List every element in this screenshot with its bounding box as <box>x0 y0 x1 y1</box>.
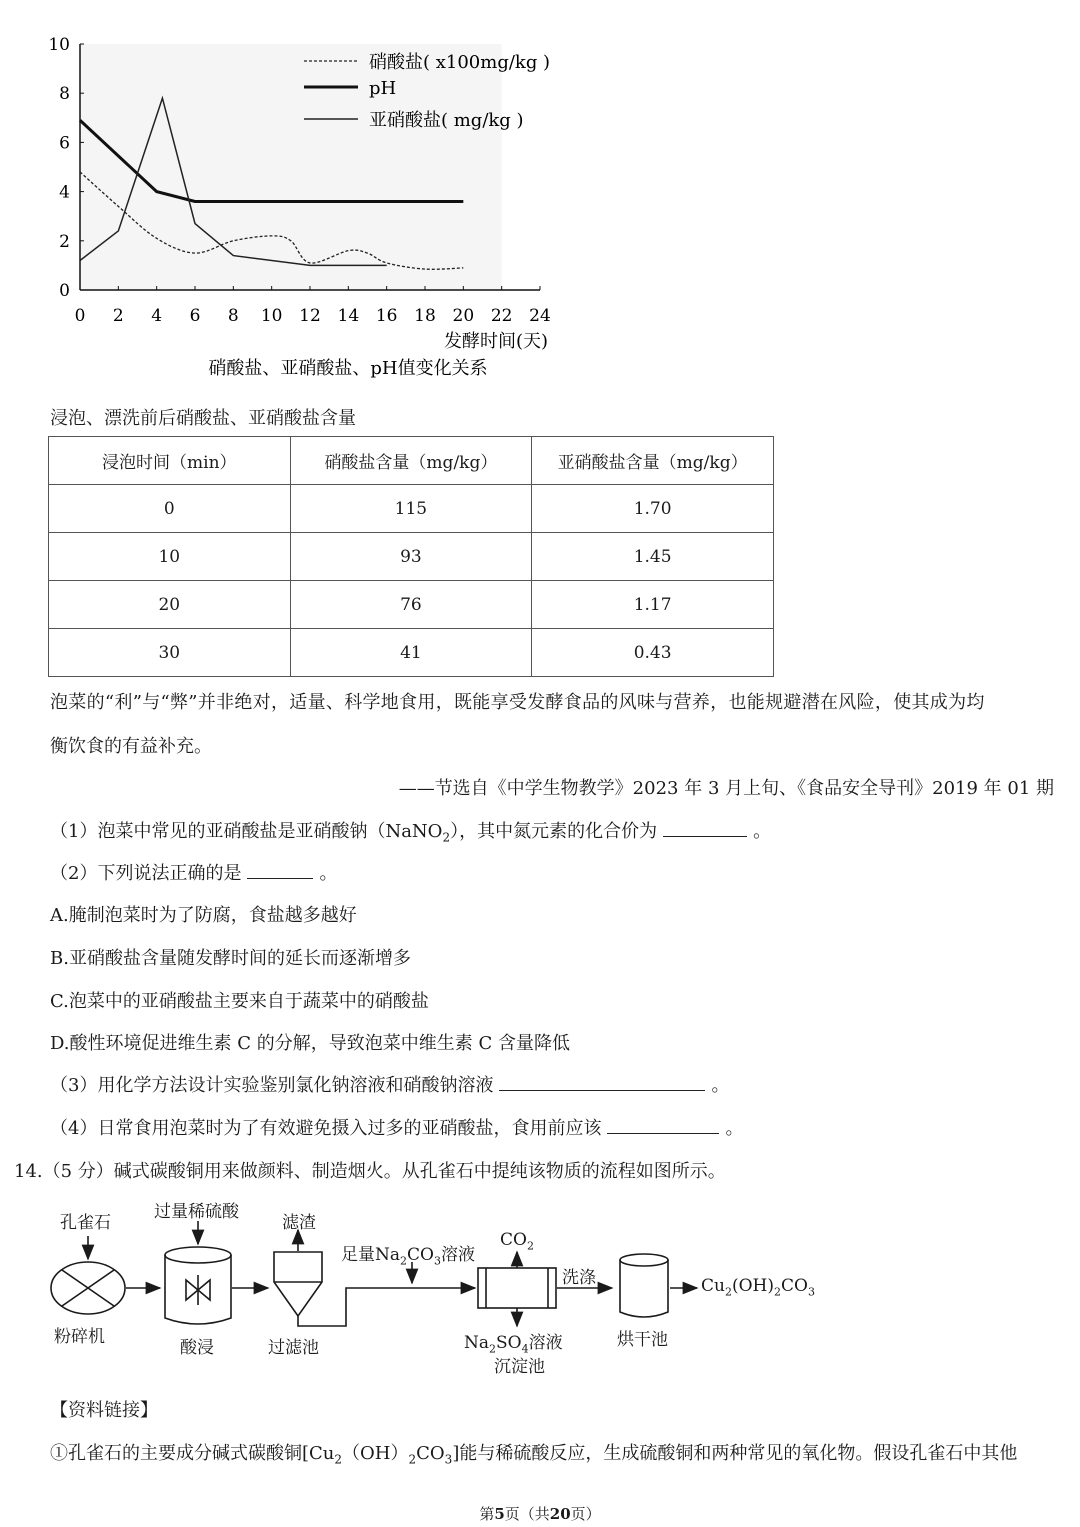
label-settling-tank: 沉淀池 <box>494 1357 545 1377</box>
label-sodium-carbonate <box>341 1240 475 1267</box>
y-tick-label: 10 <box>48 35 70 55</box>
answer-blank-1[interactable] <box>663 818 747 837</box>
line-chart <box>0 0 600 390</box>
formula-text: CO <box>500 1230 527 1250</box>
plot-area <box>80 44 502 290</box>
arrow-icon <box>298 1288 475 1326</box>
question-1 <box>50 817 771 845</box>
data-table <box>48 436 774 677</box>
table-row <box>49 581 774 629</box>
subscript: 2 <box>408 1452 417 1467</box>
crusher-icon <box>51 1262 125 1314</box>
formula-text: 足量Na <box>341 1245 401 1265</box>
question-4 <box>50 1114 743 1140</box>
question-4-text: （4）日常食用泡菜时为了有效避免摄入过多的亚硝酸盐，食用前应该 <box>50 1118 602 1139</box>
passage-line-2: 衡饮食的有益补充。 <box>50 736 212 757</box>
subscript: 2 <box>526 1239 534 1253</box>
table-caption: 浸泡、漂洗前后硝酸盐、亚硝酸盐含量 <box>50 408 356 429</box>
option-d: D.酸性环境促进维生素 C 的分解，导致泡菜中维生素 C 含量降低 <box>50 1033 570 1054</box>
table-cell: 41 <box>290 629 532 677</box>
x-tick-label: 14 <box>337 306 360 326</box>
footer-text: 页） <box>570 1505 601 1523</box>
chart-title: 硝酸盐、亚硝酸盐、pH值变化关系 <box>208 358 488 379</box>
subscript: 3 <box>433 1254 441 1268</box>
table-header-row <box>49 437 774 485</box>
link-text: CO <box>416 1443 445 1464</box>
formula-text: SO <box>496 1333 522 1353</box>
legend-label: pH <box>369 78 397 99</box>
x-tick-label: 16 <box>375 306 398 326</box>
label-acid-leach: 酸浸 <box>180 1338 214 1358</box>
y-tick-label: 6 <box>59 133 70 154</box>
formula-text: CO <box>781 1276 808 1296</box>
x-tick-label: 2 <box>112 306 124 326</box>
footer-text: 第 <box>479 1505 495 1523</box>
label-malachite: 孔雀石 <box>60 1213 111 1233</box>
y-tick-label: 4 <box>59 182 70 203</box>
y-tick-label: 8 <box>59 84 70 105</box>
page-total: 20 <box>549 1505 571 1523</box>
option-a: A.腌制泡菜时为了防腐，食盐越多越好 <box>50 905 357 926</box>
subscript: 3 <box>444 1452 453 1467</box>
formula-text: 溶液 <box>528 1333 563 1353</box>
answer-blank-2[interactable] <box>247 860 313 879</box>
x-tick-label: 10 <box>260 306 283 326</box>
question-14-heading: 14.（5 分）碱式碳酸铜用来做颜料、制造烟火。从孔雀石中提纯该物质的流程如图所示。 <box>14 1161 726 1182</box>
x-axis-label: 发酵时间(天) <box>443 331 548 352</box>
table-cell: 93 <box>290 533 532 581</box>
settling-tank-icon <box>478 1268 556 1308</box>
subscript: 4 <box>521 1342 529 1356</box>
option-b: B.亚硝酸盐含量随发酵时间的延长而逐渐增多 <box>50 948 411 969</box>
subscript: 2 <box>489 1342 497 1356</box>
formula-text: Na <box>464 1333 490 1353</box>
subscript: 2 <box>334 1452 343 1467</box>
question-2 <box>50 859 337 885</box>
label-filter-tank: 过滤池 <box>268 1338 319 1358</box>
formula-text: (OH) <box>731 1276 774 1296</box>
table-row <box>49 629 774 677</box>
x-tick-label: 22 <box>490 306 513 326</box>
link-text: （OH） <box>342 1443 409 1464</box>
table-cell: 1.17 <box>532 581 774 629</box>
question-2-text: （2）下列说法正确的是 <box>50 863 242 884</box>
table-cell: 1.70 <box>532 485 774 533</box>
table-row <box>49 533 774 581</box>
subscript: 2 <box>774 1285 781 1299</box>
x-tick-label: 12 <box>299 306 321 326</box>
punctuation: 。 <box>753 821 772 842</box>
table-header-cell: 硝酸盐含量（mg/kg） <box>290 437 532 485</box>
label-product <box>701 1276 815 1298</box>
table-header-cell: 亚硝酸盐含量（mg/kg） <box>532 437 774 485</box>
label-wash: 洗涤 <box>562 1268 596 1288</box>
chart-background <box>80 44 502 290</box>
x-tick-label: 24 <box>529 306 551 326</box>
punctuation: 。 <box>711 1075 730 1096</box>
table-header-cell: 浸泡时间（min） <box>49 437 291 485</box>
subscript: 2 <box>400 1254 408 1268</box>
answer-blank-4[interactable] <box>607 1115 719 1134</box>
label-dryer: 烘干池 <box>617 1330 668 1350</box>
subscript: 2 <box>724 1285 732 1299</box>
acid-leach-tank-icon <box>165 1247 231 1324</box>
question-3-text: （3）用化学方法设计实验鉴别氯化钠溶液和硝酸钠溶液 <box>50 1075 494 1096</box>
formula-text: CO <box>407 1245 434 1265</box>
table-cell: 76 <box>290 581 532 629</box>
label-dilute-sulfuric-acid: 过量稀硫酸 <box>154 1202 239 1222</box>
page-footer <box>0 1503 1080 1524</box>
table-cell: 1.45 <box>532 533 774 581</box>
passage-source: ——节选自《中学生物教学》2023 年 3 月上旬、《食品安全导刊》2019 年 01 期 <box>398 778 1054 799</box>
table-row <box>49 485 774 533</box>
answer-blank-3[interactable] <box>499 1072 705 1091</box>
subscript: 2 <box>442 830 451 845</box>
table-cell: 20 <box>49 581 291 629</box>
subscript: 3 <box>807 1285 815 1299</box>
question-1-text: （1）泡菜中常见的亚硝酸盐是亚硝酸钠（NaNO <box>50 821 443 842</box>
y-tick-label: 2 <box>59 231 70 252</box>
table-cell: 30 <box>49 629 291 677</box>
y-tick-label: 0 <box>59 281 70 301</box>
x-tick-label: 18 <box>414 306 436 326</box>
question-3 <box>50 1071 729 1097</box>
table-cell: 115 <box>290 485 532 533</box>
formula-text: 溶液 <box>440 1245 475 1265</box>
filter-tank-icon <box>274 1252 322 1316</box>
x-tick-label: 8 <box>227 306 239 326</box>
table-cell: 10 <box>49 533 291 581</box>
option-c: C.泡菜中的亚硝酸盐主要来自于蔬菜中的硝酸盐 <box>50 991 429 1012</box>
passage-line-1: 泡菜的“利”与“弊”并非绝对，适量、科学地食用，既能享受发酵食品的风味与营养，也能规避潜在风险，使其成为均 <box>50 692 985 713</box>
page-number: 5 <box>494 1505 505 1523</box>
table-cell: 0 <box>49 485 291 533</box>
resource-link-1 <box>50 1439 1017 1467</box>
x-tick-label: 6 <box>189 306 201 326</box>
resource-link-title: 【资料链接】 <box>50 1400 158 1421</box>
legend-label: 硝酸盐( x100mg/kg ) <box>369 52 551 73</box>
formula-text: Cu <box>701 1276 725 1296</box>
x-tick-label: 0 <box>74 306 86 326</box>
label-co2 <box>500 1230 534 1252</box>
label-filter-residue: 滤渣 <box>282 1213 316 1233</box>
footer-text: 页（共 <box>504 1505 550 1523</box>
x-tick-label: 20 <box>452 306 475 326</box>
link-text: ①孔雀石的主要成分碱式碳酸铜[Cu <box>50 1443 335 1464</box>
punctuation: 。 <box>319 863 338 884</box>
x-tick-label: 4 <box>151 306 163 326</box>
legend-label: 亚硝酸盐( mg/kg ) <box>369 110 524 131</box>
table-cell: 0.43 <box>532 629 774 677</box>
punctuation: 。 <box>725 1118 744 1139</box>
question-1-text: ），其中氮元素的化合价为 <box>450 821 658 842</box>
label-crusher: 粉碎机 <box>54 1327 105 1347</box>
dryer-icon <box>620 1254 668 1317</box>
link-text: ]能与稀硫酸反应，生成硫酸铜和两种常见的氧化物。假设孔雀石中其他 <box>452 1443 1018 1464</box>
